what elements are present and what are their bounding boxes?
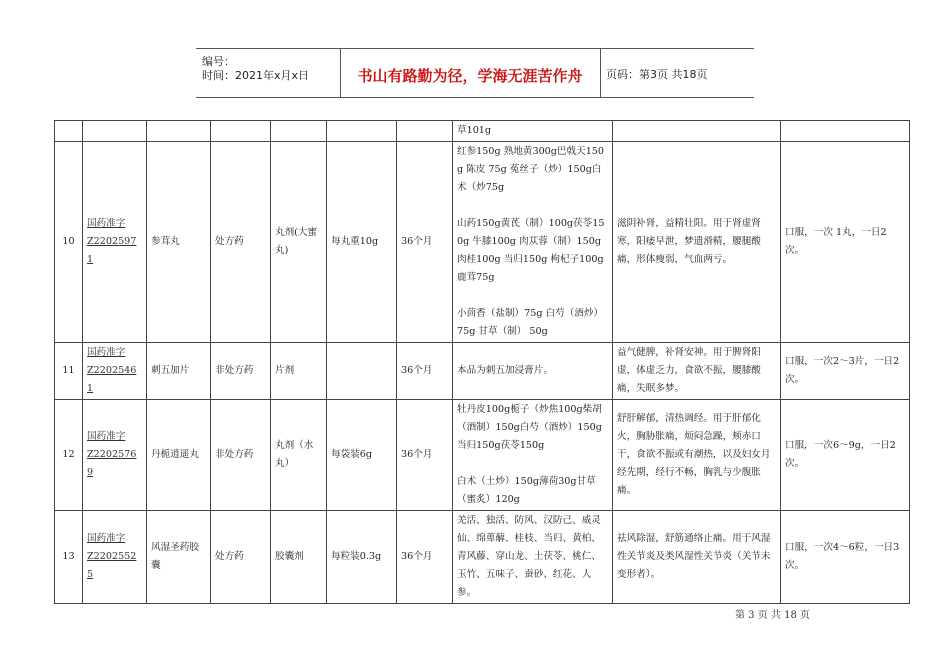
drug-table (54, 120, 910, 604)
dosage-form-line: 胶囊剂 (275, 551, 304, 562)
usage-dosage: 口服，一次 1丸，一日2次。 (781, 142, 910, 343)
shelf-life: 36个月 (397, 511, 453, 604)
drug-category: 非处方药 (211, 343, 271, 400)
ingredients-paragraph: 本品为刺五加浸膏片。 (457, 365, 553, 376)
ingredients-paragraph: 羌活、独活、防风、汉防己、威灵仙、绵萆薢、桂枝、当归、黄柏、青风藤、穿山龙、土茯苓、桃仁、玉竹、五味子、蚕砂、红花、人参。 (457, 515, 601, 598)
approval-prefix: 国药准字 (87, 218, 126, 229)
row-number: 11 (55, 343, 83, 400)
ingredients-paragraph: 白术（土炒）150g薄荷30g甘草（蜜炙）120g (457, 476, 596, 505)
document-code-label: 编号： (202, 55, 235, 68)
approval-number-cell (83, 142, 147, 343)
dosage-form-cell (271, 511, 327, 604)
ingredients-paragraph: 小茴香（盐制）75g 白芍（酒炒）75g 甘草（制） 50g (457, 308, 604, 337)
dosage-form-line: 丸) (275, 245, 289, 256)
drug-name: 刺五加片 (147, 343, 211, 400)
approval-prefix: 国药准字 (87, 347, 126, 358)
approval-number-cell (83, 400, 147, 511)
approval-prefix: 国药准字 (87, 431, 126, 442)
header-left-cell (196, 49, 341, 97)
drug-name: 风湿圣药胶囊 (147, 511, 211, 604)
dosage-form-line: 丸剂（水 (275, 440, 314, 451)
dosage-form-line: 片剂 (275, 365, 295, 376)
document-time-label: 时间：2021年x月x日 (202, 69, 310, 82)
specification (327, 343, 397, 400)
ingredients-cell (453, 511, 613, 604)
ingredients-cell (453, 343, 613, 400)
row-number: 12 (55, 400, 83, 511)
paragraph-gap (457, 287, 608, 305)
drug-category: 处方药 (211, 511, 271, 604)
drug-name: 丹栀逍遥丸 (147, 400, 211, 511)
ingredients-paragraph: 牡丹皮100g栀子（炒焦100g柴胡（酒制）150g白芍（酒炒）150g当归150g茯苓150g (457, 404, 602, 451)
specification: 每袋装6g (327, 400, 397, 511)
page-footer: 第 3 页 共 18 页 (735, 610, 810, 621)
row-number: 10 (55, 142, 83, 343)
row-number: 13 (55, 511, 83, 604)
header-motto: 书山有路勤为径，学海无涯苦作舟 (357, 67, 583, 85)
header-page-label: 页码：第3页 共18页 (606, 68, 708, 81)
drug-category: 非处方药 (211, 400, 271, 511)
ingredients-cell (453, 142, 613, 343)
table-row (55, 511, 910, 604)
shelf-life: 36个月 (397, 142, 453, 343)
header-right-cell (600, 49, 754, 97)
header-center-cell (340, 49, 601, 97)
dosage-form-cell (271, 400, 327, 511)
paragraph-gap (457, 197, 608, 215)
drug-name: 参茸丸 (147, 142, 211, 343)
ingredients-paragraph: 红参150g 熟地黄300g巴戟天150g 陈皮 75g 菟丝子（炒）150g白术（炒75g (457, 146, 605, 193)
ingredients-paragraph: 山药150g黄芪（制）100g茯苓150g 牛膝100g 肉苁蓉（制）150g 肉桂100g 当归150g 枸杞子100g鹿茸75g (457, 218, 605, 283)
paragraph-gap (457, 455, 608, 473)
approval-number-cell (83, 343, 147, 400)
indications: 祛风除湿，舒筋通络止痛。用于风湿性关节炎及类风湿性关节炎（关节未变形者）。 (613, 511, 781, 604)
usage-dosage: 口服，一次2～3片，一日2次。 (781, 343, 910, 400)
indications: 滋阴补肾，益精壮阳。用于肾虚肾寒，阳痿早泄，梦遗滑精，腰腿酸痛，形体瘦弱，气血两亏。 (613, 142, 781, 343)
usage-dosage: 口服，一次6～9g，一日2次。 (781, 400, 910, 511)
usage-dosage: 口服，一次4～6粒，一日3次。 (781, 511, 910, 604)
approval-number: Z22025525 (87, 551, 137, 580)
dosage-form-cell (271, 142, 327, 343)
dosage-form-line: 丸） (275, 458, 295, 469)
indications: 舒肝解郁，清热调经。用于肝郁化火，胸胁胀痛，烦闷急躁，颊赤口干，食欲不振或有潮热，以及妇女月经先期，经行不畅，胸乳与少腹胀痛。 (613, 400, 781, 511)
continued-row (55, 121, 910, 142)
approval-number: Z22025971 (87, 236, 137, 265)
dosage-form-cell (271, 343, 327, 400)
approval-number-cell (83, 511, 147, 604)
table-row (55, 343, 910, 400)
dosage-form-line: 丸剂(大蜜 (275, 227, 318, 238)
approval-number: Z22025461 (87, 365, 137, 394)
ingredients-cell (453, 400, 613, 511)
specification: 每粒装0.3g (327, 511, 397, 604)
shelf-life: 36个月 (397, 400, 453, 511)
table-row (55, 400, 910, 511)
specification: 每丸重10g (327, 142, 397, 343)
ingredients-cell: 草101g (453, 121, 613, 142)
approval-prefix: 国药准字 (87, 533, 126, 544)
shelf-life: 36个月 (397, 343, 453, 400)
approval-number: Z22025769 (87, 449, 137, 478)
indications: 益气健脾，补肾安神。用于脾肾阳虚，体虚乏力，食欲不振，腰膝酸痛，失眠多梦。 (613, 343, 781, 400)
drug-category: 处方药 (211, 142, 271, 343)
page-header (196, 48, 754, 98)
table-row (55, 142, 910, 343)
